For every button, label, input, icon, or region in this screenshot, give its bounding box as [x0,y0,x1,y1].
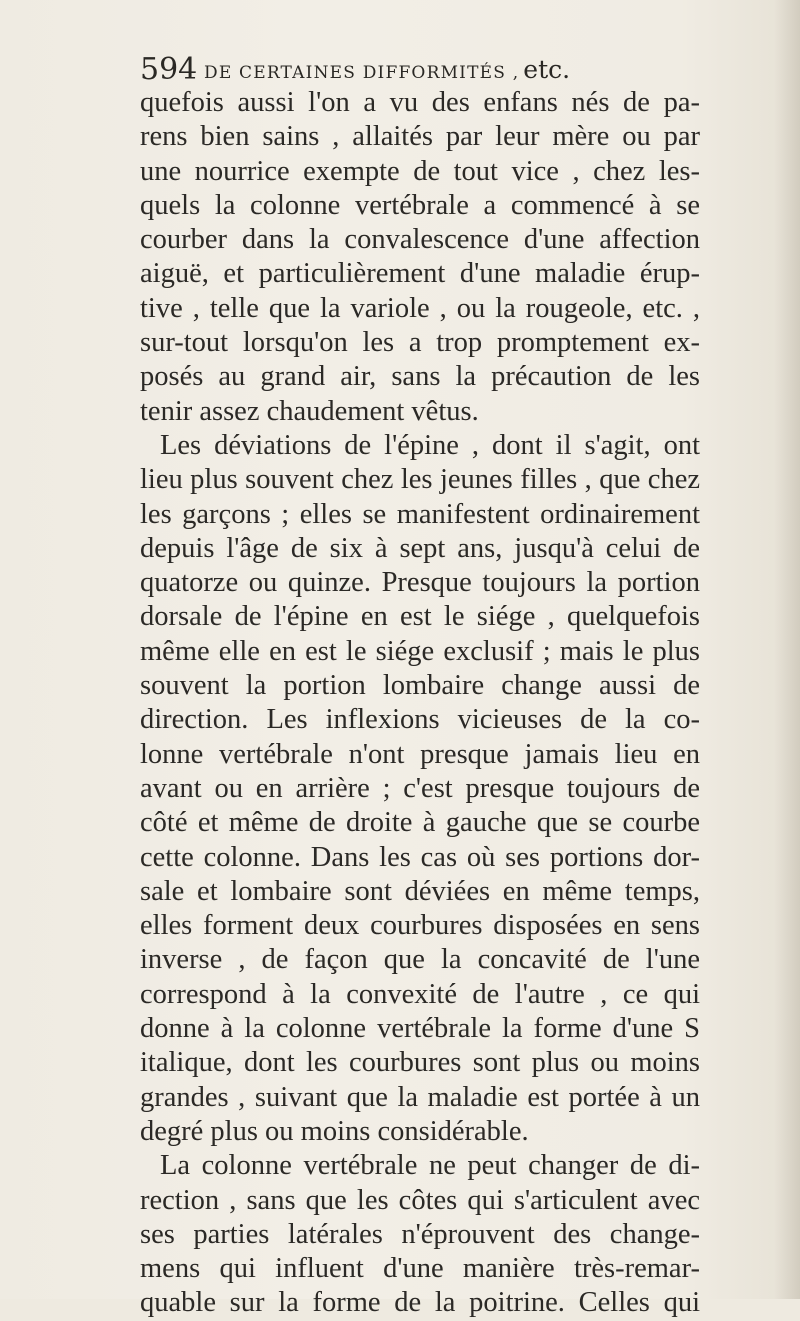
text-line: correspond à la convexité de l'autre , ce qui [140,978,700,1010]
text-line: inverse , de façon que la concavité de l'une [140,944,700,976]
text-line: quefois aussi l'on a vu des enfans nés de pa- [140,87,700,118]
page-header [140,50,700,90]
page-number: 594 [140,52,198,87]
text-line: ses parties latérales n'éprouvent des change- [140,1218,700,1250]
text-line: donne à la colonne vertébrale la forme d'une S [140,1013,700,1045]
text-line: tive , telle que la variole , ou la rougeole, etc. , [140,292,700,324]
text-line: les garçons ; elles se manifestent ordinairement [140,498,700,530]
text-line: grandes , suivant que la maladie est portée à un [140,1081,700,1113]
running-head [204,53,570,90]
text-line: italique, dont les courbures sont plus ou moins [140,1047,700,1079]
text-line: cette colonne. Dans les cas où ses portions dor- [140,841,700,873]
text-line: direction. Les inflexions vicieuses de la co- [140,704,700,736]
running-head-tail: etc. [523,55,571,84]
text-line: même elle en est le siége exclusif ; mais le plus [140,635,700,667]
text-line: rens bien sains , allaités par leur mère ou par [140,121,700,153]
page-edge-shadow [774,0,800,1299]
text-line: posés au grand air, sans la précaution de les [140,361,700,393]
text-line: lonne vertébrale n'ont presque jamais lieu en [140,738,700,770]
text-line: La colonne vertébrale ne peut changer de di- [160,1150,700,1182]
text-line: courber dans la convalescence d'une affection [140,224,700,256]
text-line: lieu plus souvent chez les jeunes filles , que chez [140,464,700,496]
text-line: quatorze ou quinze. Presque toujours la portion [140,567,700,599]
text-line: quels la colonne vertébrale a commencé à se [140,189,700,221]
text-line: souvent la portion lombaire change aussi de [140,670,700,702]
text-line: rection , sans que les côtes qui s'articulent avec [140,1184,700,1216]
text-line: sale et lombaire sont déviées en même temps, [140,875,700,907]
text-line: degré plus ou moins considérable. [140,1115,529,1147]
running-head-title: DE CERTAINES DIFFORMITÉS , [204,63,520,83]
text-line: elles forment deux courbures disposées en sens [140,910,700,942]
text-line: quable sur la forme de la poitrine. Celles qui [140,1287,700,1319]
text-line: dorsale de l'épine en est le siége , quelquefois [140,601,700,633]
text-line: aiguë, et particulièrement d'une maladie érup- [140,258,700,290]
body-text [140,86,700,1321]
text-line: une nourrice exempte de tout vice , chez les- [140,155,700,187]
text-line: tenir assez chaudement vêtus. [140,395,479,427]
text-line: Les déviations de l'épine , dont il s'agit, ont [160,429,700,461]
text-line: mens qui influent d'une manière très-remar- [140,1253,700,1285]
text-line: avant ou en arrière ; c'est presque toujours de [140,772,700,804]
text-line: depuis l'âge de six à sept ans, jusqu'à celui de [140,532,700,564]
text-line: sur-tout lorsqu'on les a trop promptement ex- [140,327,700,359]
text-line: côté et même de droite à gauche que se courbe [140,807,700,839]
